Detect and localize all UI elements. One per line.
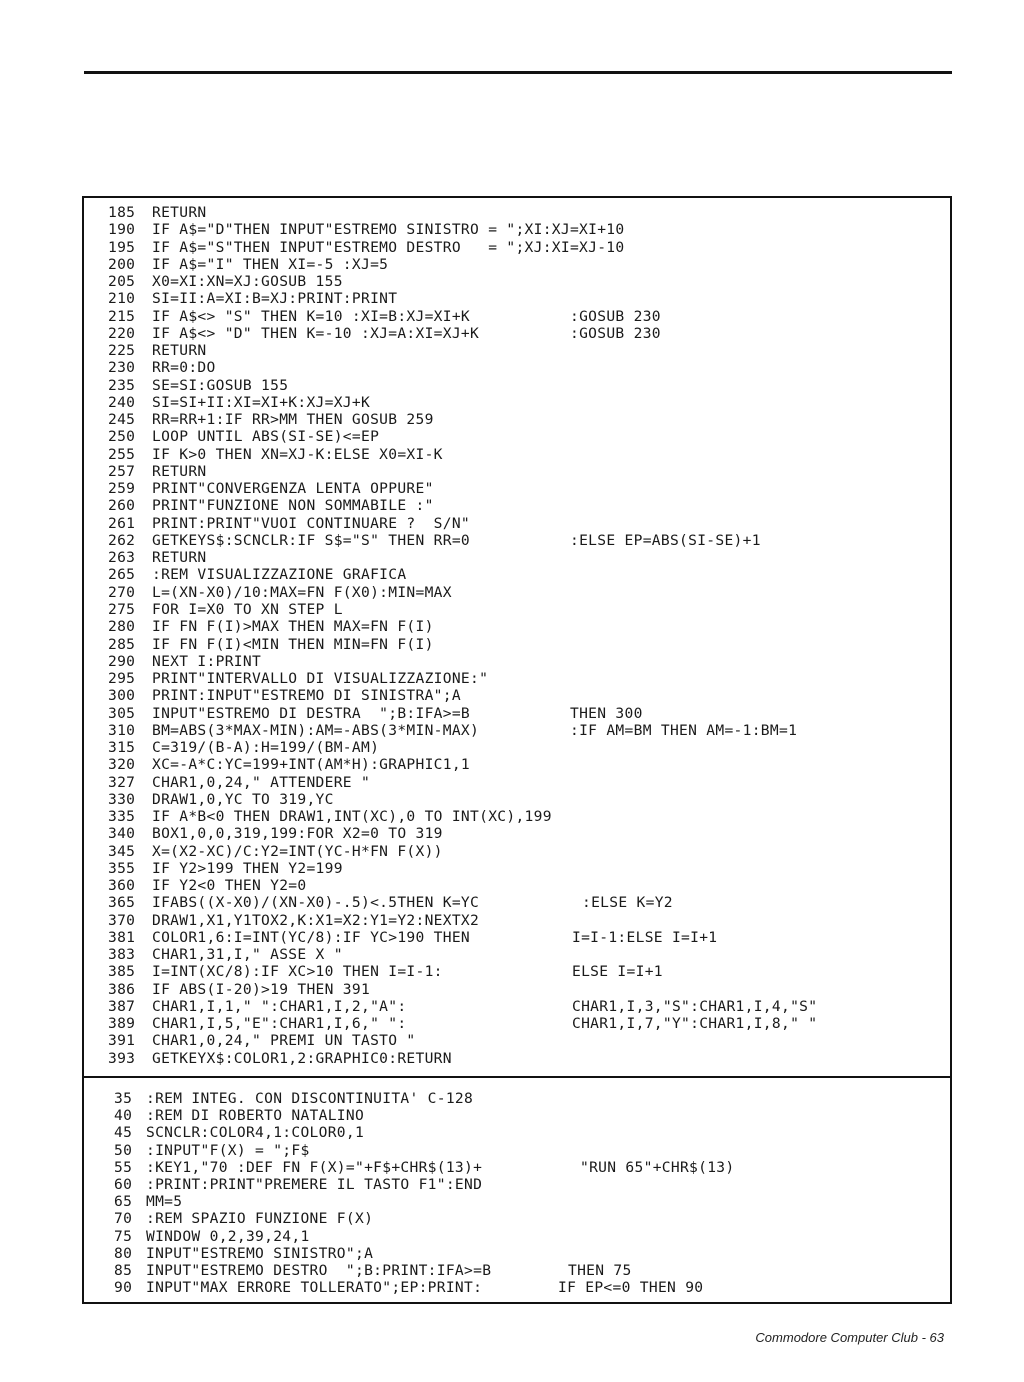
code-line — [108, 307, 661, 325]
code-line — [114, 1210, 373, 1227]
code-line — [114, 1142, 310, 1159]
code-line — [108, 774, 370, 791]
line-number: 393 — [108, 1049, 136, 1067]
line-number: 90 — [114, 1279, 133, 1297]
line-code: PRINT"INTERVALLO DI VISUALIZZAZIONE:" — [152, 670, 489, 688]
line-code: RETURN — [152, 342, 207, 360]
line-code: INPUT"ESTREMO SINISTRO";A — [146, 1244, 374, 1262]
code-line — [108, 342, 207, 359]
code-line — [108, 256, 388, 273]
line-number: 360 — [108, 877, 136, 895]
line-number: 40 — [114, 1107, 133, 1125]
line-number: 195 — [108, 238, 136, 256]
code-line — [108, 860, 343, 877]
line-code: SI=SI+II:XI=XI+K:XJ=XJ+K — [152, 393, 371, 411]
line-number: 210 — [108, 290, 136, 308]
line-code: IF Y2<0 THEN Y2=0 — [152, 877, 307, 895]
line-code: IF A*B<0 THEN DRAW1,INT(XC),0 TO INT(XC),199 — [152, 808, 552, 826]
code-line — [108, 687, 461, 704]
line-number: 389 — [108, 1015, 136, 1033]
line-code: RETURN — [152, 549, 207, 567]
line-number: 261 — [108, 514, 136, 532]
code-line — [108, 618, 434, 635]
line-number: 270 — [108, 583, 136, 601]
line-number: 355 — [108, 859, 136, 877]
line-code: CHAR1,0,24," ATTENDERE " — [152, 773, 371, 791]
line-code: PRINT"CONVERGENZA LENTA OPPURE" — [152, 480, 434, 498]
line-code: CHAR1,I,5,"E":CHAR1,I,6," ": — [152, 1015, 407, 1033]
line-number: 385 — [108, 963, 136, 981]
code-line — [108, 411, 434, 428]
code-line — [108, 808, 552, 825]
code-line — [108, 204, 207, 221]
line-number: 220 — [108, 324, 136, 342]
code-line — [114, 1228, 310, 1245]
line-number: 230 — [108, 359, 136, 377]
line-code: PRINT"FUNZIONE NON SOMMABILE :" — [152, 497, 434, 515]
code-line — [108, 636, 434, 653]
line-code: IF K>0 THEN XN=XJ-K:ELSE X0=XI-K — [152, 445, 443, 463]
line-number: 310 — [108, 721, 136, 739]
line-number: 345 — [108, 842, 136, 860]
code-line — [108, 273, 343, 290]
code-line — [108, 791, 334, 808]
line-number: 263 — [108, 549, 136, 567]
code-line — [108, 463, 207, 480]
code-line — [108, 704, 643, 722]
line-number: 305 — [108, 704, 136, 722]
code-line — [108, 928, 718, 946]
code-line — [108, 359, 216, 376]
code-line — [108, 912, 479, 929]
line-number: 65 — [114, 1193, 133, 1211]
line-number: 370 — [108, 911, 136, 929]
line-code: INPUT"MAX ERRORE TOLLERATO";EP:PRINT: — [146, 1279, 483, 1297]
line-number: 60 — [114, 1176, 133, 1193]
line-code: IF A$<> "D" THEN K=-10 :XJ=A:XI=XJ+K — [152, 324, 480, 342]
line-number: 285 — [108, 635, 136, 653]
code-line — [108, 721, 798, 739]
line-code: X0=XI:XN=XJ:GOSUB 155 — [152, 273, 343, 291]
line-number: 45 — [114, 1124, 133, 1142]
line-number: 295 — [108, 670, 136, 688]
code-line — [108, 653, 261, 670]
code-line — [108, 497, 434, 514]
line-number: 386 — [108, 980, 136, 998]
listing-divider — [84, 1076, 950, 1078]
line-number: 215 — [108, 307, 136, 325]
line-number: 383 — [108, 946, 136, 964]
line-number: 259 — [108, 480, 136, 498]
line-number: 75 — [114, 1227, 133, 1245]
line-number: 330 — [108, 790, 136, 808]
code-line — [114, 1245, 373, 1262]
line-code: CHAR1,31,I," ASSE X " — [152, 946, 343, 964]
code-line — [114, 1176, 482, 1193]
code-line — [108, 877, 306, 894]
code-line — [108, 549, 207, 566]
line-code: BOX1,0,0,319,199:FOR X2=0 TO 319 — [152, 825, 443, 843]
line-number: 235 — [108, 376, 136, 394]
top-rule — [84, 71, 952, 74]
line-code: IF ABS(I-20)>19 THEN 391 — [152, 980, 371, 998]
line-continuation: IF EP<=0 THEN 90 — [558, 1279, 704, 1297]
line-code: RETURN — [152, 204, 207, 221]
code-line — [108, 446, 443, 463]
line-continuation: I=I-1:ELSE I=I+1 — [572, 928, 718, 946]
line-code: GETKEYX$:COLOR1,2:GRAPHIC0:RETURN — [152, 1049, 452, 1067]
code-line — [108, 601, 343, 618]
line-number: 290 — [108, 652, 136, 670]
code-line — [114, 1124, 364, 1141]
line-code: NEXT I:PRINT — [152, 652, 262, 670]
line-code: IF FN F(I)>MAX THEN MAX=FN F(I) — [152, 618, 434, 636]
line-code: LOOP UNTIL ABS(SI-SE)<=EP — [152, 428, 380, 446]
line-number: 245 — [108, 411, 136, 429]
line-number: 70 — [114, 1210, 133, 1228]
line-code: DRAW1,X1,Y1TOX2,K:X1=X2:Y1=Y2:NEXTX2 — [152, 911, 480, 929]
line-number: 240 — [108, 393, 136, 411]
line-number: 365 — [108, 894, 136, 912]
code-line — [114, 1262, 632, 1279]
code-line — [108, 480, 434, 497]
code-line — [108, 739, 379, 756]
line-code: SCNCLR:COLOR4,1:COLOR0,1 — [146, 1124, 365, 1142]
line-continuation: :GOSUB 230 — [570, 307, 661, 325]
line-number: 335 — [108, 808, 136, 826]
line-code: INPUT"ESTREMO DI DESTRA ";B:IFA>=B — [152, 704, 471, 722]
code-line — [108, 239, 624, 256]
line-continuation: THEN 75 — [568, 1262, 632, 1279]
code-line — [108, 1015, 818, 1033]
line-code: :REM VISUALIZZAZIONE GRAFICA — [152, 566, 407, 584]
line-continuation: :IF AM=BM THEN AM=-1:BM=1 — [570, 721, 798, 739]
line-code: :KEY1,"70 :DEF FN F(X)="+F$+CHR$(13)+ — [146, 1158, 483, 1176]
line-continuation: ELSE I=I+1 — [572, 963, 663, 981]
line-number: 262 — [108, 531, 136, 549]
line-continuation: :ELSE EP=ABS(SI-SE)+1 — [570, 531, 761, 549]
line-number: 315 — [108, 739, 136, 757]
line-number: 260 — [108, 497, 136, 515]
line-number: 255 — [108, 445, 136, 463]
code-line — [108, 531, 761, 549]
code-line — [108, 981, 370, 998]
line-code: COLOR1,6:I=INT(YC/8):IF YC>190 THEN — [152, 928, 471, 946]
code-line — [114, 1193, 182, 1210]
line-code: IF A$="I" THEN XI=-5 :XJ=5 — [152, 255, 389, 273]
line-continuation: CHAR1,I,3,"S":CHAR1,I,4,"S" — [572, 997, 818, 1015]
line-number: 55 — [114, 1158, 133, 1176]
line-number: 257 — [108, 462, 136, 480]
code-line — [108, 290, 397, 307]
code-line — [108, 670, 488, 687]
line-continuation: "RUN 65"+CHR$(13) — [580, 1158, 735, 1176]
code-line — [108, 946, 343, 963]
line-code: CHAR1,0,24," PREMI UN TASTO " — [152, 1032, 416, 1050]
line-code: WINDOW 0,2,39,24,1 — [146, 1227, 310, 1245]
line-code: C=319/(B-A):H=199/(BM-AM) — [152, 739, 380, 757]
line-code: :REM INTEG. CON DISCONTINUITA' C-128 — [146, 1090, 474, 1107]
line-continuation: THEN 300 — [570, 704, 643, 722]
line-number: 327 — [108, 773, 136, 791]
code-line — [108, 1032, 416, 1049]
page-footer: Commodore Computer Club - 63 — [755, 1330, 944, 1345]
line-number: 300 — [108, 687, 136, 705]
line-number: 190 — [108, 221, 136, 239]
code-line — [114, 1158, 735, 1176]
line-code: PRINT:INPUT"ESTREMO DI SINISTRA";A — [152, 687, 461, 705]
line-number: 80 — [114, 1244, 133, 1262]
code-line — [108, 756, 470, 773]
code-line — [114, 1279, 704, 1297]
code-line — [108, 221, 624, 238]
line-code: I=INT(XC/8):IF XC>10 THEN I=I-1: — [152, 963, 443, 981]
line-number: 250 — [108, 428, 136, 446]
code-line — [108, 1050, 452, 1067]
line-number: 205 — [108, 273, 136, 291]
line-code: BM=ABS(3*MAX-MIN):AM=-ABS(3*MIN-MAX) — [152, 721, 480, 739]
line-code: MM=5 — [146, 1193, 183, 1211]
line-continuation: :GOSUB 230 — [570, 324, 661, 342]
code-line — [108, 825, 443, 842]
line-number: 320 — [108, 756, 136, 774]
line-number: 50 — [114, 1141, 133, 1159]
line-number: 280 — [108, 618, 136, 636]
code-line — [108, 428, 379, 445]
line-code: GETKEYS$:SCNCLR:IF S$="S" THEN RR=0 — [152, 531, 471, 549]
line-code: IF A$="S"THEN INPUT"ESTREMO DESTRO = ";XJ:XI=XJ-10 — [152, 238, 625, 256]
line-code: :INPUT"F(X) = ";F$ — [146, 1141, 310, 1159]
line-code: SI=II:A=XI:B=XJ:PRINT:PRINT — [152, 290, 398, 308]
line-code: CHAR1,I,1," ":CHAR1,I,2,"A": — [152, 997, 407, 1015]
code-line — [108, 394, 370, 411]
line-code: IF A$="D"THEN INPUT"ESTREMO SINISTRO = ";XI:XJ=XI+10 — [152, 221, 625, 239]
line-continuation: CHAR1,I,7,"Y":CHAR1,I,8," " — [572, 1015, 818, 1033]
line-code: :REM DI ROBERTO NATALINO — [146, 1107, 365, 1125]
code-line — [108, 843, 443, 860]
code-line — [108, 377, 288, 394]
line-number: 85 — [114, 1262, 133, 1279]
line-code: :REM SPAZIO FUNZIONE F(X) — [146, 1210, 374, 1228]
line-code: FOR I=X0 TO XN STEP L — [152, 600, 343, 618]
code-line — [108, 584, 452, 601]
line-code: SE=SI:GOSUB 155 — [152, 376, 289, 394]
line-code: IFABS((X-X0)/(XN-X0)-.5)<.5THEN K=YC — [152, 894, 480, 912]
line-code: X=(X2-XC)/C:Y2=INT(YC-H*FN F(X)) — [152, 842, 443, 860]
line-number: 275 — [108, 600, 136, 618]
line-number: 265 — [108, 566, 136, 584]
code-line — [108, 997, 818, 1015]
line-code: :PRINT:PRINT"PREMERE IL TASTO F1":END — [146, 1176, 483, 1193]
line-number: 391 — [108, 1032, 136, 1050]
line-code: IF A$<> "S" THEN K=10 :XI=B:XJ=XI+K — [152, 307, 471, 325]
line-code: IF Y2>199 THEN Y2=199 — [152, 859, 343, 877]
line-continuation: :ELSE K=Y2 — [582, 894, 673, 912]
code-line — [108, 894, 673, 912]
code-line — [108, 963, 663, 981]
line-code: RR=0:DO — [152, 359, 216, 377]
listing-frame — [82, 196, 952, 1304]
line-code: INPUT"ESTREMO DESTRO ";B:PRINT:IFA>=B — [146, 1262, 492, 1279]
code-line — [114, 1090, 473, 1107]
line-code: L=(XN-X0)/10:MAX=FN F(X0):MIN=MAX — [152, 583, 452, 601]
line-code: XC=-A*C:YC=199+INT(AM*H):GRAPHIC1,1 — [152, 756, 471, 774]
code-line — [108, 324, 661, 342]
line-number: 200 — [108, 255, 136, 273]
code-line — [108, 566, 406, 583]
line-number: 35 — [114, 1090, 133, 1107]
line-number: 185 — [108, 204, 136, 221]
line-code: PRINT:PRINT"VUOI CONTINUARE ? S/N" — [152, 514, 471, 532]
line-code: DRAW1,0,YC TO 319,YC — [152, 790, 334, 808]
line-number: 387 — [108, 997, 136, 1015]
line-number: 381 — [108, 928, 136, 946]
line-code: IF FN F(I)<MIN THEN MIN=FN F(I) — [152, 635, 434, 653]
code-line — [108, 515, 470, 532]
code-line — [114, 1107, 364, 1124]
line-code: RETURN — [152, 462, 207, 480]
line-number: 340 — [108, 825, 136, 843]
line-number: 225 — [108, 342, 136, 360]
line-code: RR=RR+1:IF RR>MM THEN GOSUB 259 — [152, 411, 434, 429]
